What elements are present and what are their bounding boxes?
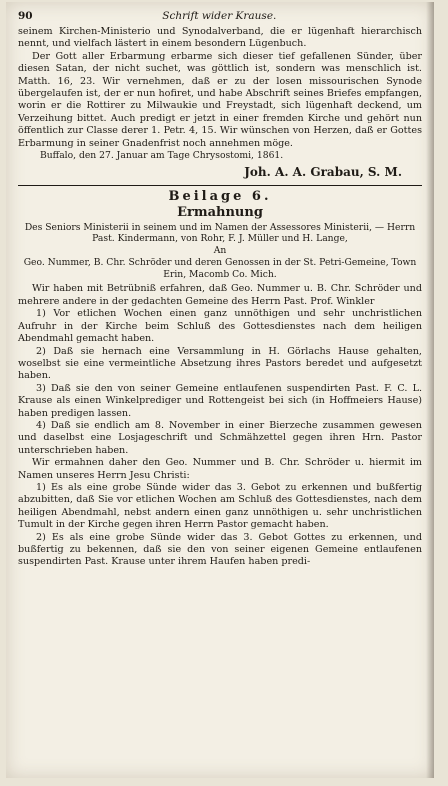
exhortation-paragraph: Wir ermahnen daher den Geo. Nummer und B. Chr. Schröder u. hiermit im Namen unseres Herrn Jesu Christi:	[18, 457, 422, 481]
running-title: Schrift wider Krause.	[162, 10, 277, 22]
list-item: 3) Daß sie den von seiner Gemeine entlaufenen suspendirten Past. F. C. L. Krause als einen Winkelprediger und Rottengeist bei sich (in Hoffmeiers Hause) haben predigen lassen.	[18, 382, 422, 419]
page-body	[6, 22, 434, 569]
list-item: 2) Daß sie hernach eine Versammlung in H. Görlachs Hause gehalten, woselbst sie eine vermeintliche Absetzung ihres Pastors beredet und aufgesetzt haben.	[18, 345, 422, 382]
addressee-prefix: An	[213, 244, 227, 256]
list-item: 1) Es als eine grobe Sünde wider das 3. Gebot zu erkennen und bußfertig abzubitten, daß Sie vor etlichen Wochen am Schluß des Gottesdienstes, nach dem heiligen Abendmahl, nebst andern einen ganz unnöthigen u. sehr unchristlichen Tumult in der Kirche gegen ihren Herrn Pastor gemacht haben.	[18, 481, 422, 531]
intro-paragraph: Wir haben mit Betrübniß erfahren, daß Geo. Nummer u. B. Chr. Schröder und mehrere andere in der gedachten Gemeine des Herrn Past. Prof. Winkler	[18, 283, 422, 307]
page-header	[6, 2, 434, 22]
appendix-title: Beilage 6.	[168, 188, 272, 204]
recipients-line: Geo. Nummer, B. Chr. Schröder und deren Genossen in der St. Petri-Gemeine, Town Erin, Macomb Co. Mich.	[23, 257, 417, 280]
paragraph: Der Gott aller Erbarmung erbarme sich dieser tief gefallenen Sünder, über diesen Satan, der nicht suchet, was göttlich ist, sondern was menschlich ist. Matth. 16, 23. Wir vernehmen, daß er zu der losen missourischen Synode übergelaufen ist, der er nun hofiret, und habe Abschrift seines Briefes empfangen, worin er die Rottirer zu Milwaukie und Freystadt, sich lügenhaft deckend, um Verzeihung bittet. Auch predigt er jetzt in einer fremden Kirche und gehört nun öffentlich zur Classe derer 1. Petr. 4, 15. Wir wünschen von Herzen, daß er Gottes Erbarmung in seiner Gnadenfrist noch annehmen möge.	[18, 50, 422, 149]
issuer-line: Des Seniors Ministerii in seinem und im Namen der Assessores Ministerii, — Herrn Past. Kindermann, von Rohr, F. J. Müller und H. Lange,	[24, 221, 416, 245]
section-divider	[18, 185, 422, 186]
place-date: Buffalo, den 27. Januar am Tage Chrysostomi, 1861.	[40, 150, 284, 162]
page-number: 90	[18, 10, 33, 22]
list-item: 2) Es als eine grobe Sünde wider das 3. Gebot Gottes zu erkennen, und bußfertig zu bekennen, daß sie den von seiner eigenen Gemeine entlaufenen suspendirten Past. Krause unter ihrem Haufen haben predi-	[18, 531, 422, 568]
document-page	[6, 2, 434, 778]
signature: Joh. A. A. Grabau, S. M.	[244, 165, 402, 180]
section-title: Ermahnung	[177, 205, 263, 221]
paragraph: seinem Kirchen-Ministerio und Synodalverband, die er lügenhaft hierarchisch nennt, und vielfach lästert in einem besondern Lügenbuch.	[18, 26, 422, 50]
list-item: 4) Daß sie endlich am 8. November in einer Bierzeche zusammen gewesen und daselbst eine Losjageschrift und Schmähzettel gegen ihren Hrn. Pastor unterschrieben haben.	[18, 419, 422, 456]
list-item: 1) Vor etlichen Wochen einen ganz unnöthigen und sehr unchristlichen Aufruhr in der Kirche beim Schluß des Gottesdienstes nach dem heiligen Abendmahl gemacht haben.	[18, 308, 422, 345]
page-edge-shadow	[426, 2, 434, 778]
